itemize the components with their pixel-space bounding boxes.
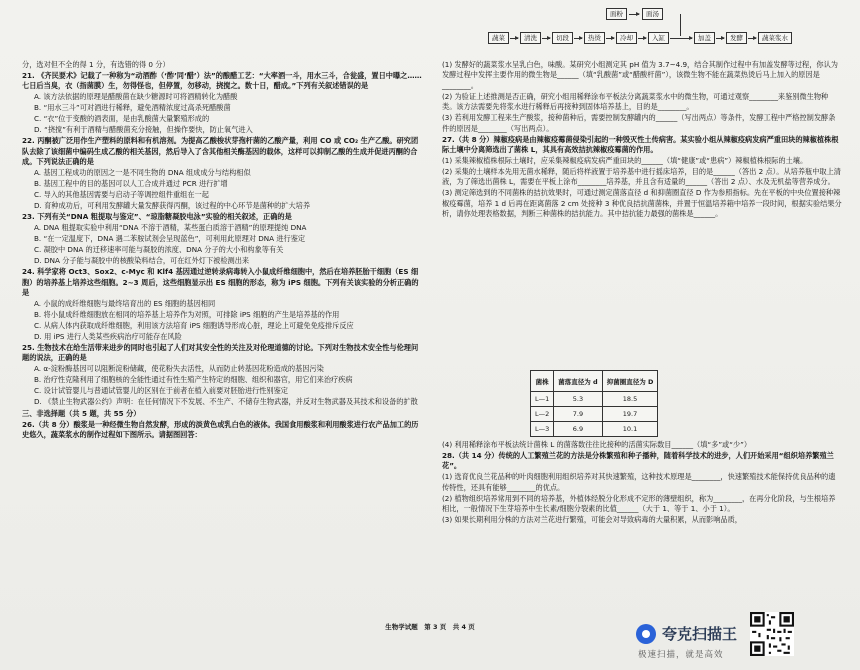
table-cell: 5.3 <box>554 392 602 407</box>
table-header-row <box>531 371 658 392</box>
text-line: (1) 采集辣椒植株根际土壤时，应采集辣椒疫病发病严重田块的______（填“健康”或“患病”）辣椒植株根际的土壤。 <box>442 156 808 166</box>
text-line: (2) 采集的土壤样本先用无菌水稀释，随后将样液置于培养基中进行摇床培养，目的是______（答出 2 点）。从培养瓶中取上清液，为了筛选出菌株 L，需要在平板上涂布________培养基，并且含有适量的______（答出 2 点）、水及无机盐等营养成分。 <box>442 167 841 187</box>
scanner-slogan: 极速扫描，就是高效 <box>638 650 724 660</box>
table-header: 菌株 <box>531 371 554 392</box>
left-column <box>22 60 422 441</box>
text-line: D. DNA 分子能与凝胶中的核酸染料结合，可在红外灯下被检测出来 <box>34 256 250 266</box>
flow-step-blanch: 热烫 <box>584 32 605 44</box>
text-line: B. “在一定温度下，DNA 遇二苯胺试剂会呈现蓝色”，可利用此原理对 DNA 进行鉴定 <box>34 234 306 244</box>
table-header: 菌落直径为 d <box>554 371 602 392</box>
text-line: B. “用水三斗”可对酒进行稀释，避免酒精浓度过高杀死醋酸菌 <box>34 103 231 113</box>
text-line: D. 《禁止生物武器公约》声明：在任何情况下不发展、不生产、不储存生物武器，并反对生物武器及其技术和设备的扩散 <box>34 397 418 407</box>
process-flow-diagram <box>488 8 828 56</box>
text-line: D. “挠搅”有利于酒精与醋酸菌充分接触，但操作要快，防止氧气进入 <box>34 125 253 135</box>
text-line: (2) 植物组织培养常用到不同的培养基，外植体经脱分化形成不定形的薄壁组织，称为________，在再分化阶段，与生根培养相比，一般情况下生芽培养中生长素/细胞分裂素的比值______（大于 1、等于 1、小于 1）。 <box>442 493 836 514</box>
text-line: A. 基因工程成功的原因之一是不同生物的 DNA 组成成分与结构相似 <box>34 168 251 178</box>
text-line: C. 设计试管婴儿与普通试管婴儿的区别在于前者在植入前要对胚胎进行性别鉴定 <box>34 386 288 396</box>
text-line: 24. 科学家将 Oct3、Sox2、c-Myc 和 Klf4 基因通过逆转录病毒转入小鼠成纤维细胞中，然后在培养胚胎干细胞（ES 细胞）的培养基上培养这些细胞。2~3 周后，这些细胞显示出 ES 细胞的形态，称为 iPS 细胞。下列有关该实验的分析正确的是 <box>22 267 419 298</box>
table-cell: L—3 <box>531 422 554 437</box>
table-cell: 18.5 <box>602 392 658 407</box>
flow-step-ferment: 发酵 <box>726 32 747 44</box>
text-line: 分，选对但不全的得 1 分，有选错的得 0 分） <box>22 60 170 69</box>
text-line: 25. 生物技术在给生活带来进步的同时也引起了人们对其安全性的关注及对伦理道德的讨论。下列对生物技术安全性与伦理问题的说法，正确的是 <box>22 343 419 363</box>
flow-step-cool: 冷却 <box>616 32 637 44</box>
text-line: 22. 丙酮被广泛用作生产塑料的原料和有机溶剂。为提高乙酸梭状芽孢杆菌的乙酸产量，利用 CO 或 CO₂ 生产乙酸。研究团队去除了该细菌中编码生成乙酸的相关基因，然后导入了含其他相关酶基因的载体，这样可以抑制乙酸的生成并促进丙酮的合成。下列说法正确的是 <box>22 136 419 167</box>
page-footer: 生物学试题 第 3 页 共 4 页 <box>385 623 475 631</box>
flow-step-vegetable: 蔬菜 <box>488 32 509 44</box>
table-cell: L—1 <box>531 392 554 407</box>
text-line: 26.（共 8 分）酸浆是一种经微生物自然发酵，形成的淡黄色或乳白色的液体。我国食用酸浆和利用酸浆进行农产品加工的历史悠久，蔬菜浆水的制作过程如下图所示。请据图回答： <box>22 419 419 440</box>
text-line: (3) 若利用发酵工程来生产酸浆，接种菌种后，需要控制发酵罐内的______（写出两点）等条件，发酵工程中严格控制发酵条件的原因是________（写出两点）。 <box>442 113 836 133</box>
text-line: A. α-淀粉酶基因可以阻断淀粉储藏，使花粉失去活性，从而防止转基因花粉造成的基因污染 <box>34 364 324 374</box>
flow-step-product: 蔬菜浆水 <box>758 32 792 44</box>
text-line: D. 用 iPS 进行人类某些疾病治疗可能存在风险 <box>34 332 182 342</box>
text-line: 21. 《齐民要术》记载了一种称为“动酒酢（‘酢’同‘醋’）法”的酿醋工艺：“大率酒一斗，用水三斗，合瓮盛，置日中曝之……七日后当臭，衣（指菌膜）生，勿得怪也，但停置，勿移动，挠搅之。数十日，醋成。”下列有关叙述错误的是 <box>22 71 422 91</box>
flow-step-cover: 加盖 <box>694 32 715 44</box>
table-row <box>531 407 658 422</box>
text-line: (2) 为验证上述推测是否正确，研究小组用稀释涂布平板法分离蔬菜浆水中的微生物，可通过观察________来鉴别微生物种类。该方法需要先将浆水进行稀释后再接种到固体培养基上，目的是________。 <box>442 91 829 112</box>
strain-data-table <box>530 370 658 437</box>
text-line: B. 基因工程中的目的基因可以人工合成并通过 PCR 进行扩增 <box>34 179 228 189</box>
text-line: B. 将小鼠成纤维细胞放在相同的培养基上培养作为对照，可排除 iPS 细胞的产生是培养基的作用 <box>34 310 340 320</box>
flow-step-cut: 切段 <box>552 32 573 44</box>
text-line: 三、非选择题（共 5 题，共 55 分） <box>22 408 141 418</box>
text-line: B. 治疗性克隆利用了细胞核的全能性通过有性生殖产生特定的细胞、组织和器官，用它们来治疗疾病 <box>34 375 353 385</box>
text-line: 23. 下列有关“DNA 粗提取与鉴定”、“琼脂糖凝胶电泳”实验的相关叙述，正确的是 <box>22 212 292 222</box>
flow-box-flour-soup: 面汤 <box>642 8 663 20</box>
text-line: (1) 选育优良兰花品种的叶肉细胞利用组织培养对其快速繁殖，这种技术原理是________，快速繁殖技术能保持优良品种的遗传特性，还具有能够________的优点。 <box>442 472 836 492</box>
text-line: A. 该方法依据的原理是醋酸菌在缺少糖源时可将酒精转化为醋酸 <box>34 92 238 102</box>
text-line: C. 导入的其他基因需要与启动子等调控组件重组在一起 <box>34 190 209 200</box>
text-line: C. 从病人体内获取成纤维细胞，利用该方法培育 iPS 细胞诱导形成心脏，理论上可避免免疫排斥反应 <box>34 321 354 331</box>
text-line: (1) 发酵好的蔬菜浆水呈乳白色，味酸。某研究小组测定其 pH 值为 3.7~4.9，结合其制作过程中有加盖发酵等过程，你认为发酵过程中发挥主要作用的微生物是______（填“乳酸菌”或“醋酸杆菌”），该微生物不能在蔬菜热烫后马上加入的原因是________。 <box>442 60 838 90</box>
text-line: 27.（共 8 分）辣椒疫病是由辣椒疫霉菌侵染引起的一种毁灭性土传病害。某实验小组从辣椒疫病发病严重田块的辣椒植株根际土壤中分离筛选出了菌株 L，其具有高效拮抗辣椒疫霉菌的作用。 <box>442 134 839 155</box>
flow-step-jar: 入缸 <box>648 32 669 44</box>
flow-box-flour: 面粉 <box>606 8 627 20</box>
table-cell: 10.1 <box>602 422 658 437</box>
table-cell: 6.9 <box>554 422 602 437</box>
text-line: A. DNA 粗提取实验中利用“DNA 不溶于酒精，某些蛋白质溶于酒精”的原理提纯 DNA <box>34 223 307 233</box>
text-line: A. 小鼠的成纤维细胞与最终培育出的 ES 细胞的基因相同 <box>34 299 216 309</box>
text-line: (3) 测定筛选到的不同菌株的拮抗效果时，可通过测定菌落直径 d 和抑菌圈直径 D 作为参照指标。先在平板的中央位置接种辣椒疫霉菌，培养 1 d 后再在距离菌落 2 cm 处接种 3 种优良拮抗菌菌株，并置于恒温培养箱中培养一段时间，根据实验结果分析，请你处理表格数据，判断三种菌株的拮抗能力。其中拮抗能力最强的菌株是______。 <box>442 188 842 219</box>
table-row <box>531 422 658 437</box>
text-line: C. “衣”位于变酸的酒表面，是由乳酸菌大量繁殖形成的 <box>34 114 210 124</box>
text-line: C. 凝胶中 DNA 的迁移速率可能与凝胶的浓度、DNA 分子的大小和构象等有关 <box>34 245 284 255</box>
right-column <box>442 60 842 220</box>
scanner-logo-icon <box>636 624 656 644</box>
table-header: 抑菌圈直径为 D <box>602 371 658 392</box>
table-cell: L—2 <box>531 407 554 422</box>
flow-step-wash: 清洗 <box>520 32 541 44</box>
text-line: 28.（共 14 分）传统的人工繁殖兰花的方法是分株繁殖和种子播种，随着科学技术的进步，人们开始采用“组织培养繁殖兰花”。 <box>442 451 834 471</box>
text-line: (3) 如果长期利用分株的方法对兰花进行繁殖，可能会对导致病毒的大量积累，从而影响品质， <box>442 515 742 525</box>
table-row <box>531 392 658 407</box>
text-line: D. 育种成功后，可利用发酵罐大量发酵获得丙酮，该过程的中心环节是菌种的扩大培养 <box>34 201 311 211</box>
table-cell: 19.7 <box>602 407 658 422</box>
scanner-brand-name: 夸克扫描王 <box>662 625 738 643</box>
table-cell: 7.9 <box>554 407 602 422</box>
qr-code-icon <box>750 612 794 656</box>
flow-arrow <box>629 14 639 15</box>
right-column-lower <box>442 440 842 526</box>
flow-connector <box>680 14 681 36</box>
text-line: (4) 利用稀释涂布平板法统计菌株 L 的菌落数往往比接种的活菌实际数目______（填“多”或“少”） <box>442 440 752 449</box>
